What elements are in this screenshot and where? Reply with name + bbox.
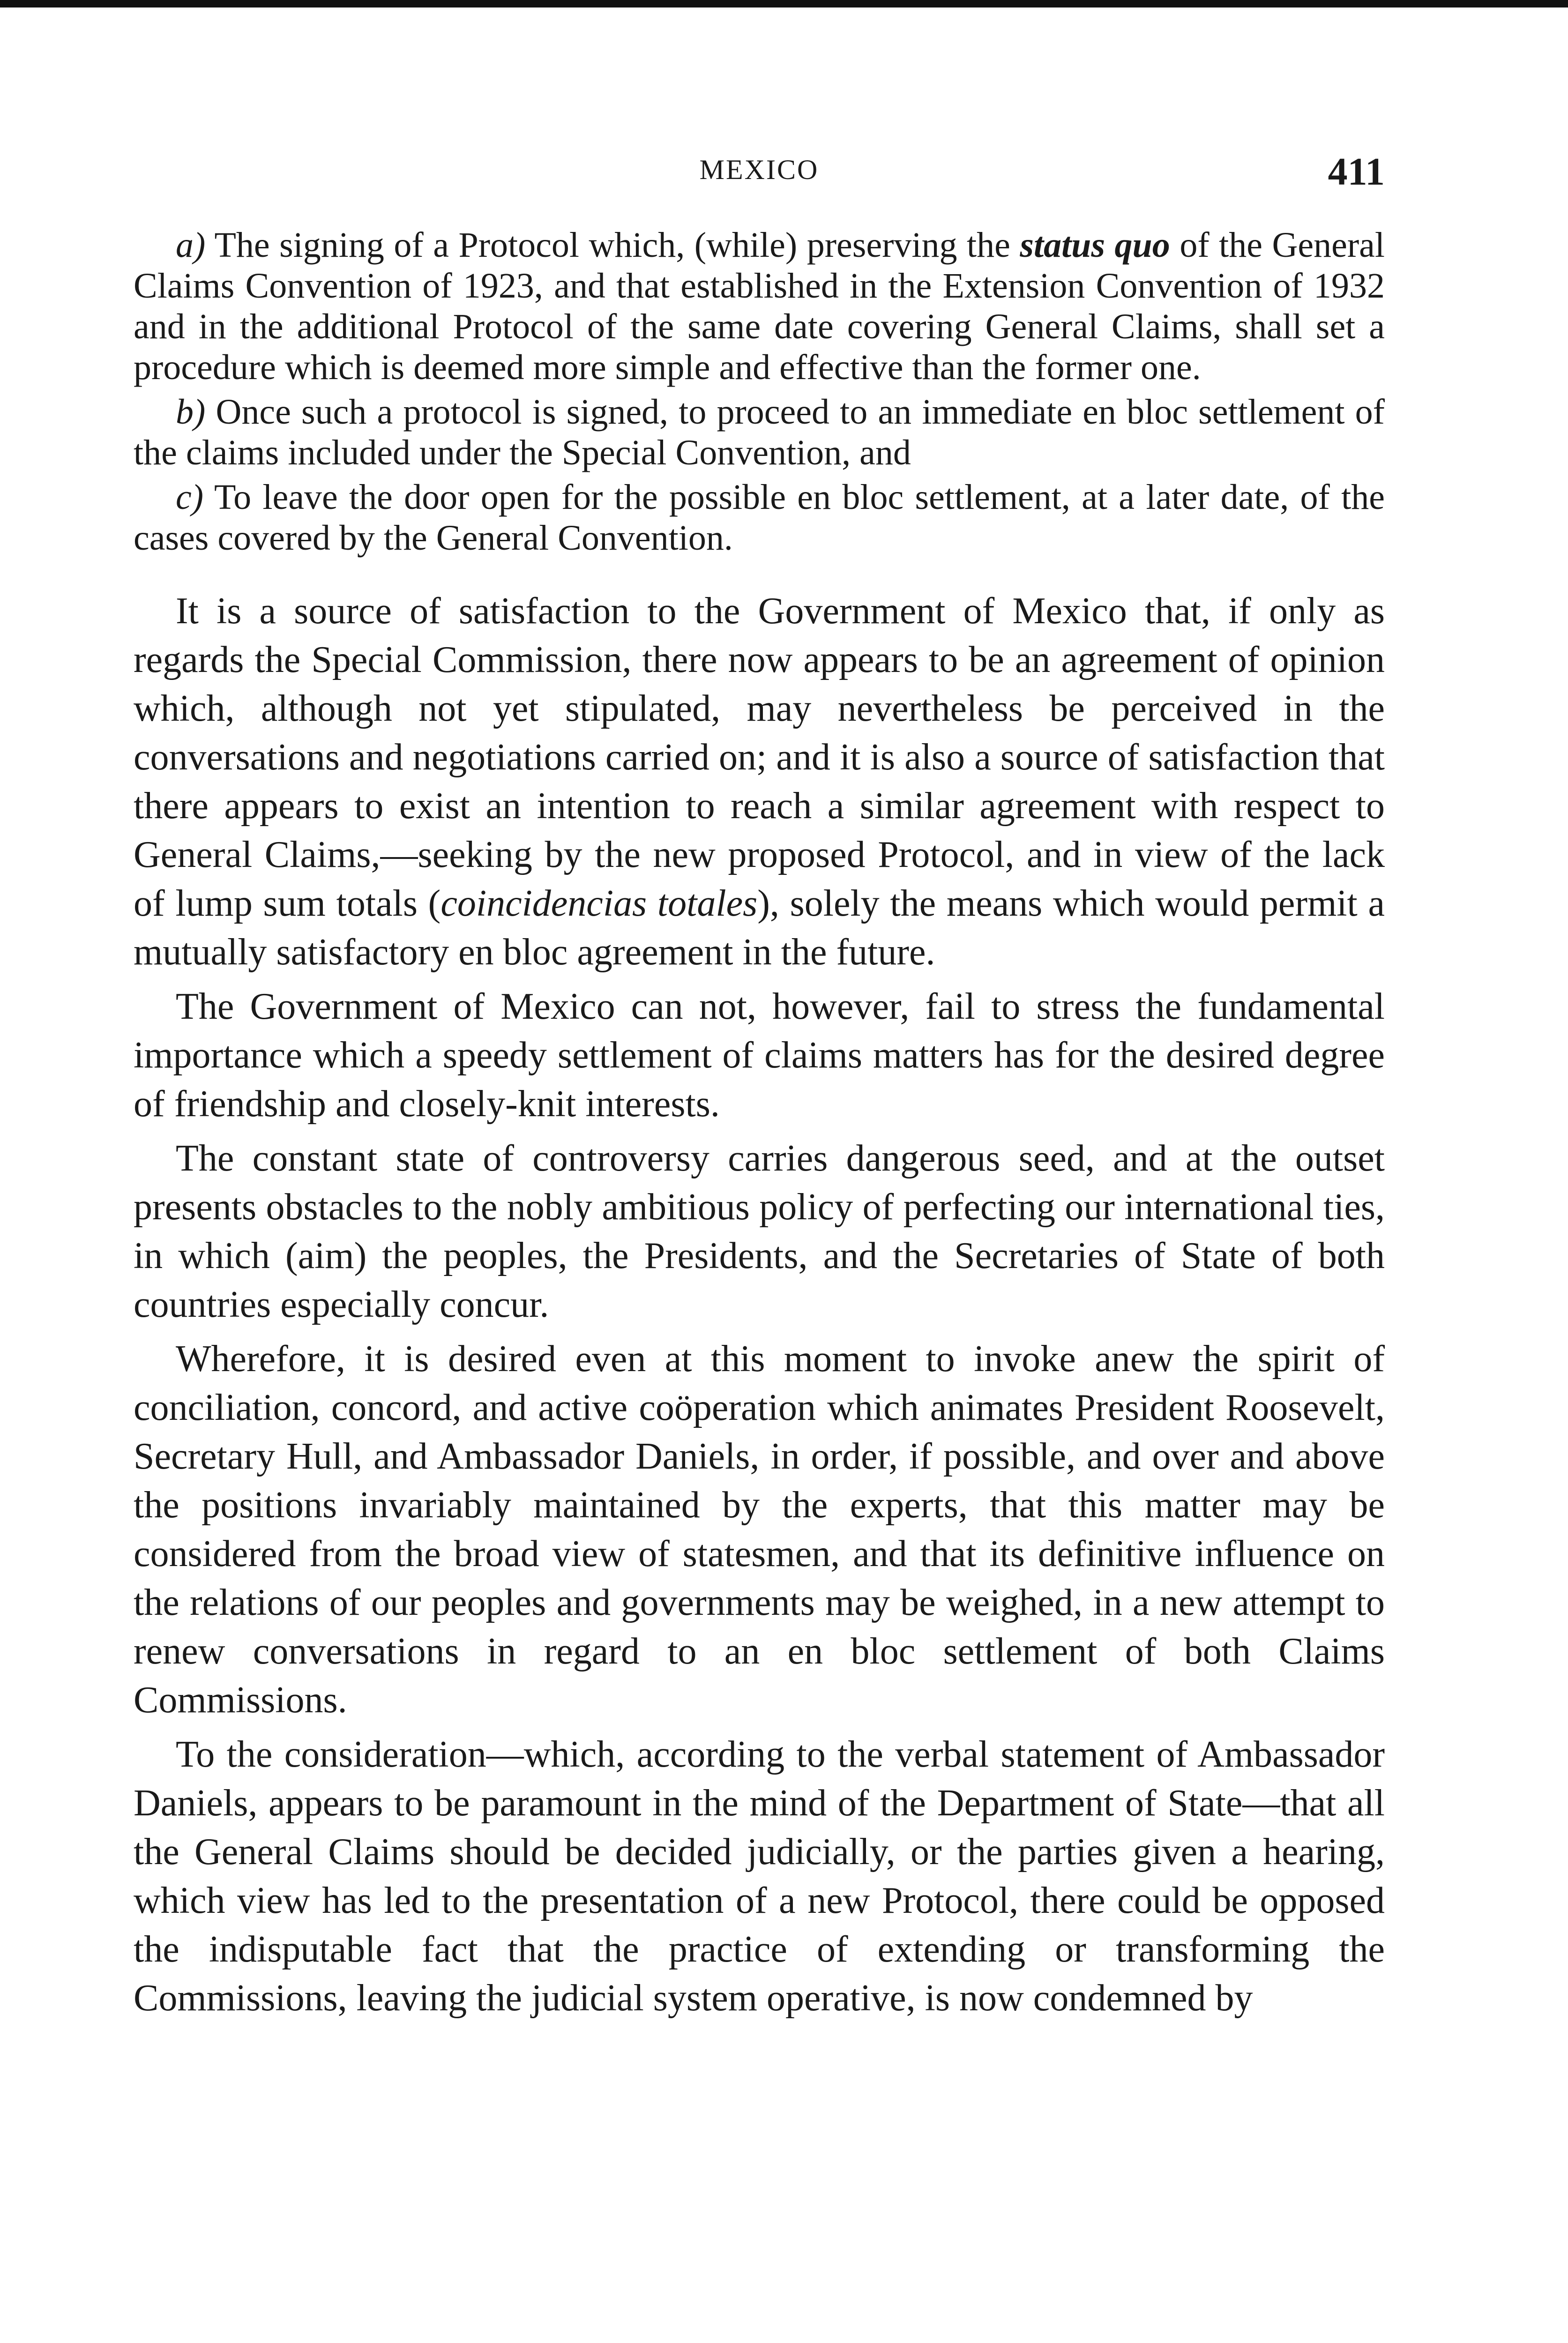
paragraph: The constant state of controversy carries dangerous seed, and at the outset presents obstacles to the nobly ambitious policy of perfecting our international ties, in which (aim) the peoples, the Presidents, and the Secretaries of State of both countries especially concur. xyxy=(134,1138,1385,1325)
list-item-c xyxy=(134,477,1385,559)
paragraph-text: It is a source of satisfaction to the Government of Mexico that, if only as regards the Special Commission, there now appears to be an agreement of opinion which, although not yet stipulated, may nevertheless be perceived in the conversations and negotiations carried on; and it is also a source of satisfaction that there appears to exist an intention to reach a similar agreement with respect to General Claims,—seeking by the new proposed Protocol, and in view of the lack of lump sum totals ( xyxy=(134,590,1385,924)
paragraph-text: ), solely the means which would permit a mutually satisfactory en bloc agreement in the future. xyxy=(134,883,1385,973)
item-emphasis: status quo xyxy=(1020,225,1170,265)
paragraph: Wherefore, it is desired even at this moment to invoke anew the spirit of conciliation, concord, and active coöperation which animates President Roosevelt, Secretary Hull, and Ambassador Daniels, in order, if possible, and over and above the positions invariably maintained by the experts, that this matter may be considered from the broad view of statesmen, and that its definitive influence on the relations of our peoples and governments may be weighed, in a new attempt to renew conversations in regard to an en bloc settlement of both Claims Commissions. xyxy=(134,1338,1385,1721)
item-letter: a) xyxy=(176,225,206,265)
item-text: To leave the door open for the possible en bloc settlement, at a later date, of the cases covered by the General Convention. xyxy=(134,478,1385,558)
top-rule xyxy=(0,0,1568,7)
item-text: Once such a protocol is signed, to proceed to an immediate en bloc settlement of the claims included under the Special Convention, and xyxy=(134,392,1385,472)
paragraph: To the consideration—which, according to the verbal statement of Ambassador Daniels, appears to be paramount in the mind of the Department of State—that all the General Claims should be decided judicially, or the parties given a hearing, which view has led to the presentation of a new Protocol, there could be opposed the indisputable fact that the practice of extending or transforming the Commissions, leaving the judicial system operative, is now condemned by xyxy=(134,1734,1385,2019)
item-letter: b) xyxy=(176,392,206,432)
paragraph xyxy=(134,587,1385,977)
list-item-b xyxy=(134,392,1385,473)
running-head xyxy=(134,149,1385,196)
list-item-a xyxy=(134,225,1385,388)
page-body xyxy=(134,225,1385,2022)
page-number: 411 xyxy=(1328,150,1385,194)
item-text: of the General Claims Convention of 1923, and that established in the Extension Convention of 1932 and in the additional Protocol of the same date covering General Claims, shall set a procedure which is deemed more simple and effective than the former one. xyxy=(134,225,1385,387)
item-text: The signing of a Protocol which, (while) preserving the xyxy=(205,225,1020,265)
running-head-title: MEXICO xyxy=(699,154,819,185)
item-letter: c) xyxy=(176,478,204,517)
paragraph-emphasis: coincidencias totales xyxy=(441,883,758,924)
paragraph: The Government of Mexico can not, however, fail to stress the fundamental importance which a speedy settlement of claims matters has for the desired degree of friendship and closely-knit interests. xyxy=(134,986,1385,1125)
